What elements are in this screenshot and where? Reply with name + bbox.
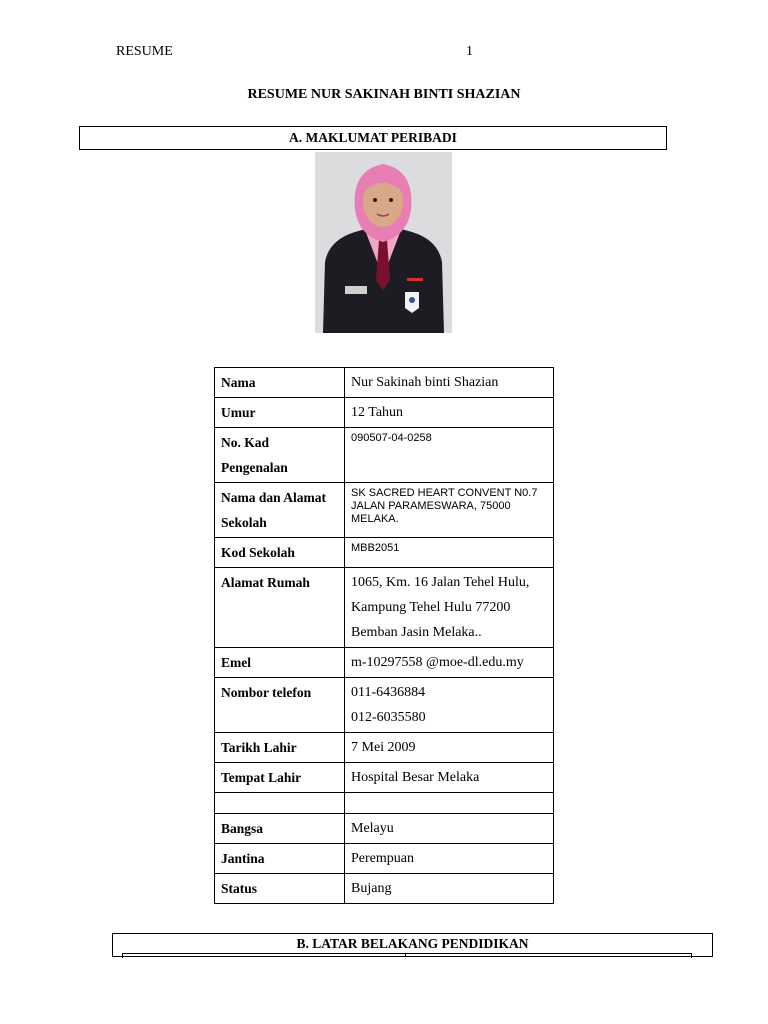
value-no-kad: 090507-04-0258: [345, 428, 554, 483]
prefect-badge: [407, 278, 423, 281]
education-table-divider: [405, 953, 406, 957]
telefon-2: 012-6035580: [351, 710, 426, 725]
running-head: RESUME: [116, 44, 173, 59]
value-telefon: [345, 678, 554, 733]
table-row: [215, 814, 554, 844]
value-emel: m-10297558 @moe-dl.edu.my: [345, 648, 554, 678]
table-row: [215, 368, 554, 398]
empty-value: [345, 793, 554, 814]
label-no-kad: No. Kad Pengenalan: [215, 428, 345, 483]
label-alamat-rumah: Alamat Rumah: [215, 568, 345, 648]
personal-info-table: [214, 367, 554, 904]
empty-label: [215, 793, 345, 814]
document-title: RESUME NUR SAKINAH BINTI SHAZIAN: [247, 87, 521, 102]
value-kod-sekolah: MBB2051: [345, 538, 554, 568]
table-row: [215, 568, 554, 648]
value-bangsa: Melayu: [345, 814, 554, 844]
section-b-heading: B. LATAR BELAKANG PENDIDIKAN: [112, 933, 713, 957]
label-tarikh-lahir: Tarikh Lahir: [215, 733, 345, 763]
value-umur: 12 Tahun: [345, 398, 554, 428]
value-tarikh-lahir: 7 Mei 2009: [345, 733, 554, 763]
table-row: [215, 733, 554, 763]
value-nama: Nur Sakinah binti Shazian: [345, 368, 554, 398]
label-nama: Nama: [215, 368, 345, 398]
education-table-top: [122, 953, 692, 958]
value-tempat-lahir: Hospital Besar Melaka: [345, 763, 554, 793]
table-row: [215, 844, 554, 874]
page-number: 1: [466, 44, 473, 59]
profile-photo: [315, 152, 452, 333]
table-row: [215, 793, 554, 814]
label-status: Status: [215, 874, 345, 904]
table-row: [215, 398, 554, 428]
value-jantina: Perempuan: [345, 844, 554, 874]
value-alamat-rumah: 1065, Km. 16 Jalan Tehel Hulu, Kampung Tehel Hulu 77200 Bemban Jasin Melaka..: [345, 568, 554, 648]
label-kod-sekolah: Kod Sekolah: [215, 538, 345, 568]
table-row: [215, 538, 554, 568]
label-umur: Umur: [215, 398, 345, 428]
table-row: [215, 428, 554, 483]
label-sekolah: Nama dan Alamat Sekolah: [215, 483, 345, 538]
telefon-1: 011-6436884: [351, 685, 426, 700]
label-tempat-lahir: Tempat Lahir: [215, 763, 345, 793]
value-sekolah: SK SACRED HEART CONVENT N0.7 JALAN PARAMESWARA, 75000 MELAKA.: [345, 483, 554, 538]
label-jantina: Jantina: [215, 844, 345, 874]
table-row: [215, 874, 554, 904]
table-row: [215, 678, 554, 733]
value-status: Bujang: [345, 874, 554, 904]
label-bangsa: Bangsa: [215, 814, 345, 844]
name-tag: [345, 286, 367, 294]
table-row: [215, 648, 554, 678]
section-a-heading: A. MAKLUMAT PERIBADI: [79, 126, 667, 150]
label-telefon: Nombor telefon: [215, 678, 345, 733]
label-emel: Emel: [215, 648, 345, 678]
table-row: [215, 763, 554, 793]
table-row: [215, 483, 554, 538]
